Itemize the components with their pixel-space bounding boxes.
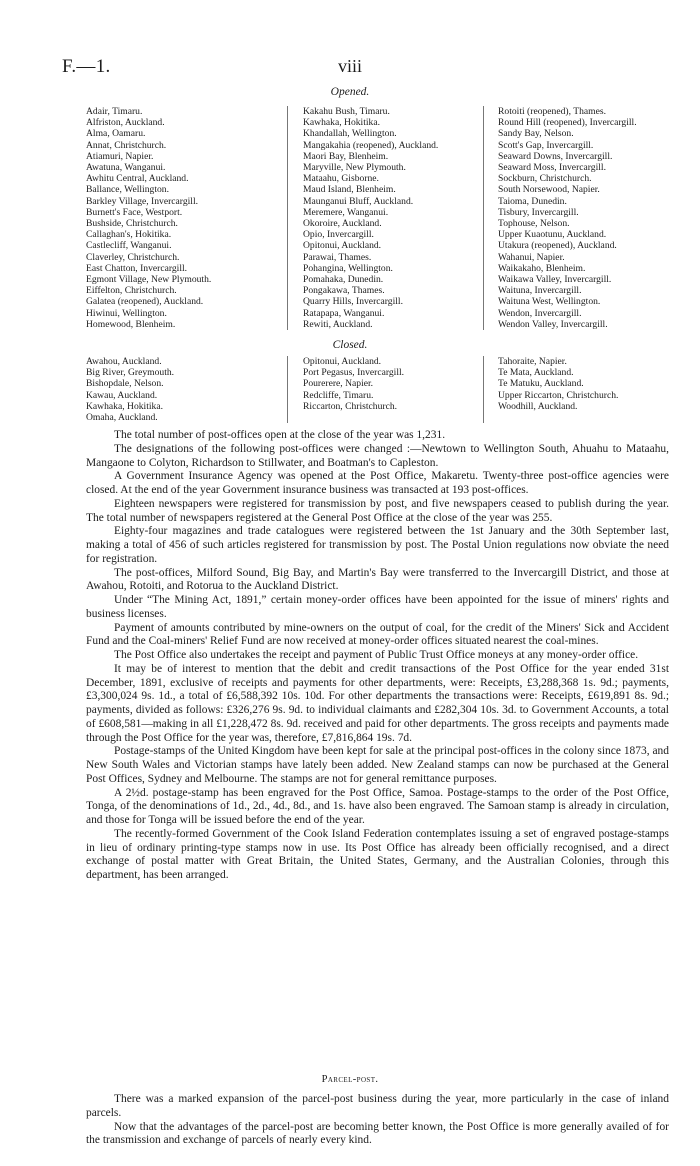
post-office-entry: Maud Island, Blenheim. (303, 184, 396, 196)
post-office-entry: Maryville, New Plymouth. (303, 162, 406, 174)
post-office-entry: Big River, Greymouth. (86, 367, 175, 379)
paragraph: Now that the advantages of the parcel-post are becoming better known, the Post Office is more generally availed of for the transmission and exchange of parcels of nearly every kind. (86, 1120, 669, 1147)
paragraph: A 2½d. postage-stamp has been engraved for the Post Office, Samoa. Postage-stamps to the order of the Post Office, Tonga, of the denominations of 1d., 2d., 4d., 8d., and 1s. have also been engraved. The Samoan stamp is already in circulation, and those for Tonga will be issued before the end of the year. (86, 786, 669, 826)
parcel-post-body (86, 1093, 669, 1148)
post-office-entry: Barkley Village, Invercargill. (86, 195, 199, 207)
post-office-entry: Burnett's Face, Westport. (86, 206, 183, 218)
post-office-entry: Pourerere, Napier. (303, 378, 374, 390)
post-office-entry: Waikawa Valley, Invercargill. (498, 274, 612, 286)
post-office-entry: Mataahu, Gisborne. (303, 173, 379, 185)
post-office-entry: Te Mata, Auckland. (498, 367, 574, 379)
post-office-entry: Homewood, Blenheim. (86, 318, 176, 330)
report-body (86, 429, 669, 883)
post-office-entry: Taioma, Dunedin. (498, 195, 567, 207)
paragraph: The post-offices, Milford Sound, Big Bay, and Martin's Bay were transferred to the Invercargill District, and those at Awahou, Rotoiti, and Rotorua to the Auckland District. (86, 566, 669, 593)
post-office-entry: Rotoiti (reopened), Thames. (498, 106, 606, 117)
post-office-entry: Parawai, Thames. (303, 251, 372, 263)
post-office-entry: Wendon, Invercargill. (498, 307, 582, 319)
post-office-entry: Ballance, Wellington. (86, 184, 169, 196)
post-office-entry: Waituna, Invercargill. (498, 285, 582, 297)
post-office-entry: Quarry Hills, Invercargill. (303, 296, 403, 308)
parcel-post-heading: Parcel-post. (321, 1074, 379, 1085)
post-office-entry: Maori Bay, Blenheim. (303, 150, 389, 162)
post-office-entry: Meremere, Wanganui. (303, 206, 389, 218)
post-office-entry: Opio, Invercargill. (303, 229, 374, 241)
post-office-entry: Awhitu Central, Auckland. (86, 173, 189, 185)
post-office-entry: Callaghan's, Hokitika. (86, 229, 172, 241)
post-office-entry: Alfriston, Auckland. (86, 117, 165, 129)
paragraph: Eighty-four magazines and trade catalogues were registered between the 1st January and the 30th September last, making a total of 456 of such articles registered for transmission by post. The Postal Union regulations now obviate the need for registration. (86, 525, 669, 565)
post-office-entry: Bishopdale, Nelson. (86, 378, 164, 390)
post-office-entry: Kawhaka, Hokitika. (86, 400, 163, 412)
paragraph: Payment of amounts contributed by mine-owners on the output of coal, for the credit of the Miners' Sick and Accident Fund and the Coal-miners' Relief Fund are now received at money-order offices situated nearest the coal-mines. (86, 621, 669, 648)
post-office-entry: Pohangina, Wellington. (303, 262, 393, 274)
post-office-entry: Utakura (reopened), Auckland. (498, 240, 617, 252)
post-office-entry: Eiffelton, Christchurch. (86, 285, 177, 297)
post-office-entry: Riccarton, Christchurch. (303, 400, 398, 412)
post-office-entry: Upper Riccarton, Christchurch. (498, 389, 619, 401)
post-office-entry: Adair, Timaru. (86, 106, 143, 117)
post-office-entry: Port Pegasus, Invercargill. (303, 367, 405, 379)
post-office-entry: Seaward Moss, Invercargill. (498, 162, 606, 174)
page-number: viii (337, 56, 362, 76)
post-office-entry: Pomahaka, Dunedin. (303, 274, 384, 286)
post-office-entry: Rewiti, Auckland. (303, 318, 373, 330)
post-office-entry: Seaward Downs, Invercargill. (498, 150, 613, 162)
paragraph: Eighteen newspapers were registered for transmission by post, and five newspapers ceased to publish during the year. The total number of newspapers registered at the General Post Office at the close of the year was 255. (86, 497, 669, 524)
opened-list (86, 106, 669, 330)
paragraph: It may be of interest to mention that the debit and credit transactions of the Post Office for the year ended 31st December, 1891, exclusive of receipts and payments for other departments, were: Receipts, £3,288,368 1s. 9d.; payments, £3,300,024 9s. 1d., a total of £6,588,392 10s. 10d. For other departments the transactions were: Receipts, £619,891 8s. 9d.; payments, divided as follows: £326,276 9s. 9d. to individual claimants and £282,304 10s. 3d. to Government Accounts, a total of £608,581—making in all £1,228,472 8s. 9d. received and paid for other departments. The gross receipts and payments made through the Post Office for the year was, therefore, £7,816,864 19s. 7d. (86, 662, 669, 744)
post-office-entry: Awatuna, Wanganui. (86, 162, 166, 174)
post-office-entry: Omaha, Auckland. (86, 412, 158, 424)
closed-heading: Closed. (332, 339, 368, 351)
post-office-entry: Bushside, Christchurch. (86, 218, 178, 230)
post-office-entry: Waikakaho, Blenheim. (498, 262, 586, 274)
closed-column-2 (287, 356, 483, 423)
post-office-entry: Tophouse, Nelson. (498, 218, 570, 230)
post-office-entry: Redcliffe, Timaru. (303, 389, 374, 401)
post-office-entry: Mangakahia (reopened), Auckland. (303, 139, 439, 151)
closed-column-3 (483, 356, 669, 423)
post-office-entry: Upper Kuaotunu, Auckland. (498, 229, 607, 241)
post-office-entry: Woodhill, Auckland. (498, 400, 578, 412)
post-office-entry: Egmont Village, New Plymouth. (86, 274, 212, 286)
post-office-entry: Round Hill (reopened), Invercargill. (498, 117, 637, 129)
post-office-entry: Kawhaka, Hokitika. (303, 117, 380, 129)
report-code: F.—1. (62, 56, 111, 77)
post-office-entry: Hiwinui, Wellington. (86, 307, 167, 319)
post-office-entry: Opitonui, Auckland. (303, 240, 382, 252)
paragraph: The recently-formed Government of the Cook Island Federation contemplates issuing a set of engraved postage-stamps in lieu of ordinary printing-type stamps now in use. Its Post Office has already been officially recognised, and a direct exchange of postal matter with Great Britain, the United States, Germany, and the Australian Colonies, through this department, has been arranged. (86, 827, 669, 881)
closed-column-1 (86, 356, 287, 423)
post-office-entry: Claverley, Christchurch. (86, 251, 180, 263)
paragraph: The designations of the following post-offices were changed :—Newtown to Wellington South, Ahuahu to Mataahu, Mangaone to Colyton, Richardson to Stillwater, and Boatman's to Capleston. (86, 442, 669, 469)
paragraph: The total number of post-offices open at the close of the year was 1,231. (114, 429, 446, 441)
post-office-entry: Sandy Bay, Nelson. (498, 128, 574, 140)
opened-heading: Opened. (330, 86, 370, 98)
post-office-entry: Te Matuku, Auckland. (498, 378, 584, 390)
post-office-entry: Tisbury, Invercargill. (498, 206, 579, 218)
post-office-entry: Tahoraite, Napier. (498, 356, 567, 367)
post-office-entry: South Norsewood, Napier. (498, 184, 600, 196)
paragraph: Postage-stamps of the United Kingdom have been kept for sale at the principal post-offices in the colony since 1873, and New South Wales and Victorian stamps have lately been added. New Zealand stamps can now be purchased at the General Post Offices, Sydney and Melbourne. The stamps are not for general remittance purposes. (86, 745, 669, 785)
post-office-entry: Scott's Gap, Invercargill. (498, 139, 594, 151)
post-office-entry: Waituna West, Wellington. (498, 296, 601, 308)
post-office-entry: Okoroire, Auckland. (303, 218, 382, 230)
post-office-entry: Alma, Oamaru. (86, 128, 146, 140)
closed-list (86, 356, 669, 423)
post-office-entry: Wendon Valley, Invercargill. (498, 318, 608, 330)
post-office-entry: Sockburn, Christchurch. (498, 173, 592, 185)
opened-column-3 (483, 106, 669, 330)
post-office-entry: Kakahu Bush, Timaru. (303, 106, 390, 117)
post-office-entry: Atiamuri, Napier. (86, 150, 154, 162)
post-office-entry: Kawau, Auckland. (86, 389, 158, 401)
post-office-entry: Annat, Christchurch. (86, 139, 167, 151)
post-office-entry: Maunganui Bluff, Auckland. (303, 195, 414, 207)
paragraph: Under “The Mining Act, 1891,” certain money-order offices have been appointed for the issue of miners' rights and business licenses. (86, 594, 669, 620)
post-office-entry: Pongakawa, Thames. (303, 285, 385, 297)
post-office-entry: Opitonui, Auckland. (303, 356, 382, 367)
post-office-entry: Castlecliff, Wanganui. (86, 240, 172, 252)
post-office-entry: Galatea (reopened), Auckland. (86, 296, 204, 308)
paragraph: There was a marked expansion of the parcel-post business during the year, more particularly in the case of inland parcels. (86, 1093, 669, 1119)
paragraph: A Government Insurance Agency was opened at the Post Office, Makaretu. Twenty-three post-office agencies were closed. At the end of the year Government insurance business was transacted at 193 post-offices. (86, 470, 669, 496)
post-office-entry: Ratapapa, Wanganui. (303, 307, 385, 319)
opened-column-2 (287, 106, 483, 330)
post-office-entry: Khandallah, Wellington. (303, 128, 397, 140)
post-office-entry: Awahou, Auckland. (86, 356, 162, 367)
opened-column-1 (86, 106, 287, 330)
paragraph: The Post Office also undertakes the receipt and payment of Public Trust Office moneys at any money-order office. (114, 649, 639, 661)
post-office-entry: Wahanui, Napier. (498, 251, 565, 263)
post-office-entry: East Chatton, Invercargill. (86, 262, 188, 274)
